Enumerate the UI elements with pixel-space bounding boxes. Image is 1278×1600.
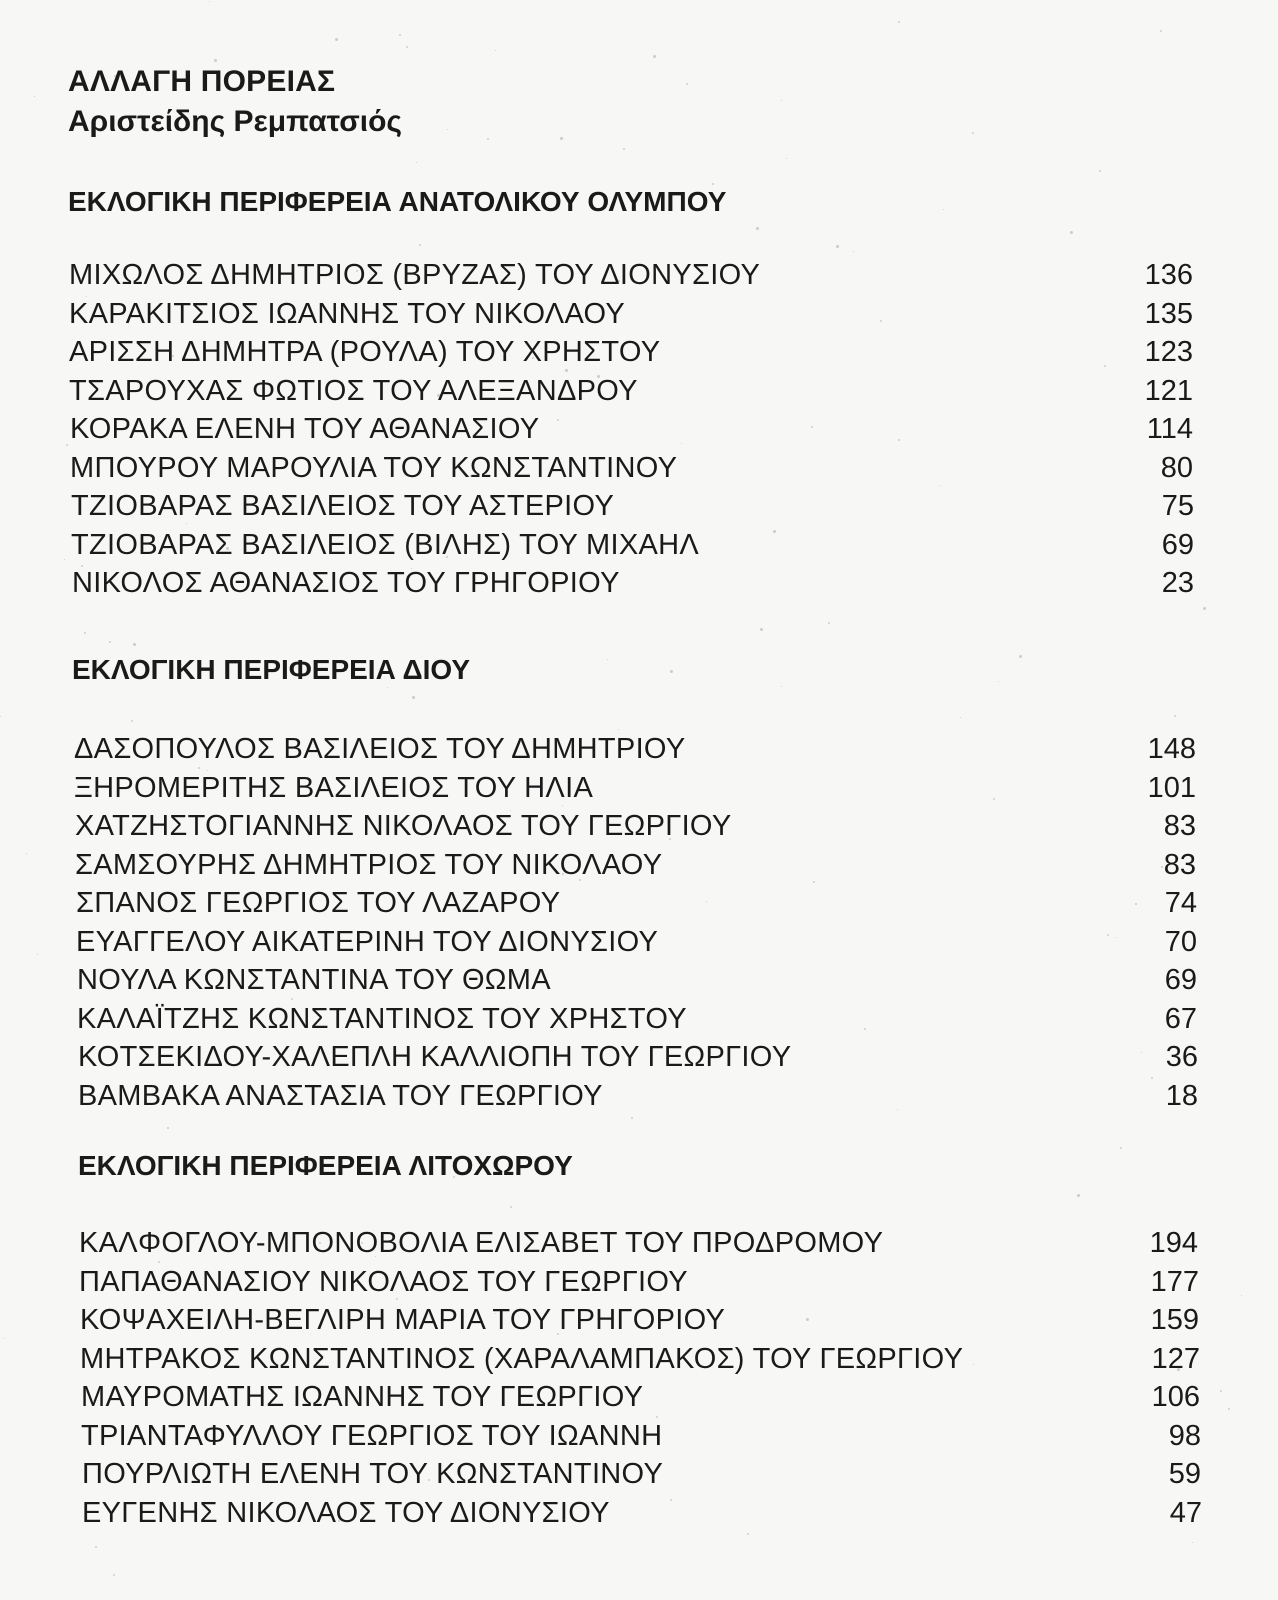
speck	[560, 137, 563, 140]
candidate-votes: 121	[1144, 374, 1193, 407]
candidate-votes: 177	[1150, 1265, 1199, 1298]
speck	[411, 568, 412, 569]
candidate-row	[0, 256, 1278, 295]
speck	[456, 931, 457, 932]
speck	[356, 270, 358, 272]
speck	[1168, 984, 1169, 985]
candidate-name: ΜΙΧΩΛΟΣ ΔΗΜΗΤΡΙΟΣ (ΒΡΥΖΑΣ) ΤΟΥ ΔΙΟΝΥΣΙΟΥ	[69, 259, 761, 291]
candidate-votes: 18	[1165, 1079, 1198, 1112]
speck	[1077, 1194, 1080, 1197]
speck	[864, 1028, 866, 1030]
candidate-name: ΝΟΥΛΑ ΚΩΝΣΤΑΝΤΙΝΑ ΤΟΥ ΘΩΜΑ	[77, 964, 551, 996]
candidate-name: ΒΑΜΒΑΚΑ ΑΝΑΣΤΑΣΙΑ ΤΟΥ ΓΕΩΡΓΙΟΥ	[78, 1079, 603, 1112]
speck	[447, 129, 448, 130]
candidate-row	[0, 1224, 1278, 1263]
candidate-votes: 101	[1147, 771, 1196, 804]
speck	[154, 517, 155, 518]
speck	[308, 829, 309, 830]
speck	[618, 729, 619, 730]
candidate-votes: 114	[1146, 413, 1193, 445]
speck	[631, 1117, 633, 1119]
speck	[97, 792, 99, 794]
candidate-row	[0, 961, 1278, 1000]
section-title: ΕΚΛΟΓΙΚΗ ΠΕΡΙΦΕΡΕΙΑ ΑΝΑΤΟΛΙΚΟΥ ΟΛΥΜΠΟΥ	[68, 186, 727, 217]
speck	[1220, 1390, 1222, 1392]
speck	[34, 96, 35, 97]
candidate-row	[0, 769, 1278, 808]
candidate-votes: 23	[1161, 567, 1194, 599]
speck	[133, 643, 136, 646]
speck	[1099, 170, 1101, 172]
speck	[37, 954, 38, 955]
candidate-name: ΣΑΜΣΟΥΡΗΣ ΔΗΜΗΤΡΙΟΣ ΤΟΥ ΝΙΚΟΛΑΟΥ	[75, 848, 663, 881]
speck	[597, 375, 600, 378]
speck	[1228, 1408, 1230, 1410]
candidate-name: ΚΑΡΑΚΙΤΣΙΟΣ ΙΩΑΝΝΗΣ ΤΟΥ ΝΙΚΟΛΑΟΥ	[69, 297, 626, 330]
candidate-row	[0, 1494, 1278, 1533]
speck	[853, 251, 854, 252]
speck	[198, 767, 200, 769]
speck	[781, 686, 782, 687]
speck	[706, 901, 707, 902]
candidate-name: ΚΟΨΑΧΕΙΛΗ-ΒΕΓΛΙΡΗ ΜΑΡΙΑ ΤΟΥ ΓΡΗΓΟΡΙΟΥ	[80, 1304, 726, 1336]
speck	[880, 320, 882, 322]
candidate-row	[0, 1301, 1278, 1340]
speck	[1116, 937, 1117, 938]
speck	[670, 1499, 672, 1501]
speck	[828, 622, 830, 624]
candidate-row	[0, 730, 1278, 769]
speck	[943, 209, 944, 210]
speck	[479, 858, 481, 860]
speck	[681, 443, 682, 444]
speck	[214, 318, 216, 320]
candidate-votes: 75	[1161, 490, 1194, 522]
speck	[97, 1400, 98, 1401]
candidate-row	[0, 923, 1278, 962]
speck	[64, 559, 65, 560]
candidate-votes: 69	[1161, 528, 1194, 561]
candidate-votes: 194	[1149, 1227, 1198, 1259]
speck	[562, 805, 563, 806]
speck	[291, 998, 293, 1000]
candidate-row	[0, 1455, 1278, 1494]
speck	[499, 1090, 500, 1091]
speck	[510, 810, 511, 811]
speck	[335, 38, 338, 41]
speck	[412, 696, 415, 699]
speck	[579, 879, 581, 881]
speck	[416, 162, 417, 163]
candidate-name: ΜΑΥΡΟΜΑΤΗΣ ΙΩΑΝΝΗΣ ΤΟΥ ΓΕΩΡΓΙΟΥ	[81, 1381, 644, 1413]
candidate-row	[0, 1378, 1278, 1417]
speck	[233, 1045, 234, 1046]
speck	[656, 1416, 658, 1418]
candidate-name: ΚΟΤΣΕΚΙΔΟΥ-ΧΑΛΕΠΛΗ ΚΑΛΛΙΟΠΗ ΤΟΥ ΓΕΩΡΓΙΟΥ	[78, 1041, 792, 1073]
candidate-name: ΣΠΑΝΟΣ ΓΕΩΡΓΙΟΣ ΤΟΥ ΛΑΖΑΡΟΥ	[76, 887, 561, 919]
candidate-list	[0, 1224, 1278, 1532]
candidate-name: ΤΖΙΟΒΑΡΑΣ ΒΑΣΙΛΕΙΟΣ (ΒΙΛΗΣ) ΤΟΥ ΜΙΧΑΗΛ	[71, 528, 700, 561]
candidate-votes: 148	[1147, 733, 1196, 765]
candidate-row	[0, 1417, 1278, 1456]
speck	[897, 1109, 898, 1110]
candidate-votes: 135	[1144, 297, 1193, 330]
candidate-name: ΠΟΥΡΛΙΩΤΗ ΕΛΕΝΗ ΤΟΥ ΚΩΝΣΤΑΝΤΙΝΟΥ	[82, 1458, 664, 1490]
candidate-row	[0, 1038, 1278, 1077]
speck	[396, 1298, 398, 1300]
candidate-name: ΕΥΓΕΝΗΣ ΝΙΚΟΛΑΟΣ ΤΟΥ ΔΙΟΝΥΣΙΟΥ	[82, 1496, 610, 1529]
speck	[158, 1261, 160, 1263]
speck	[26, 853, 27, 854]
speck	[670, 670, 673, 673]
candidate-name: ΤΡΙΑΝΤΑΦΥΛΛΟΥ ΓΕΩΡΓΙΟΣ ΤΟΥ ΙΩΑΝΝΗ	[81, 1419, 663, 1452]
candidate-name: ΜΠΟΥΡΟΥ ΜΑΡΟΥΛΙΑ ΤΟΥ ΚΩΝΣΤΑΝΤΙΝΟΥ	[70, 451, 678, 484]
candidate-votes: 83	[1163, 848, 1196, 881]
speck	[95, 1546, 97, 1548]
candidate-row	[0, 487, 1278, 526]
candidate-name: ΔΑΣΟΠΟΥΛΟΣ ΒΑΣΙΛΕΙΟΣ ΤΟΥ ΔΗΜΗΤΡΙΟΥ	[74, 733, 686, 765]
speck	[1104, 365, 1106, 367]
speck	[387, 687, 388, 688]
candidate-votes: 83	[1163, 810, 1196, 842]
speck	[406, 46, 408, 48]
speck	[557, 419, 559, 421]
speck	[419, 244, 421, 246]
speck	[618, 280, 620, 282]
speck	[453, 1176, 455, 1178]
candidate-list	[0, 730, 1278, 1115]
speck	[607, 659, 608, 660]
speck	[712, 183, 714, 185]
speck	[113, 1574, 115, 1576]
speck	[294, 1164, 295, 1165]
speck	[1151, 1077, 1153, 1079]
candidate-row	[0, 410, 1278, 449]
speck	[898, 439, 900, 441]
candidate-row	[0, 1263, 1278, 1302]
speck	[786, 158, 787, 159]
speck	[998, 681, 999, 682]
candidate-votes: 70	[1164, 925, 1197, 958]
candidate-name: ΤΖΙΟΒΑΡΑΣ ΒΑΣΙΛΕΙΟΣ ΤΟΥ ΑΣΤΕΡΙΟΥ	[71, 490, 615, 522]
candidate-votes: 74	[1164, 887, 1197, 919]
speck	[562, 873, 564, 875]
speck	[960, 717, 961, 718]
speck	[470, 475, 472, 477]
speck	[186, 523, 187, 524]
section-title: ΕΚΛΟΓΙΚΗ ΠΕΡΙΦΕΡΕΙΑ ΛΙΤΟΧΩΡΟΥ	[78, 1150, 573, 1181]
speck	[172, 355, 174, 357]
speck	[361, 1242, 363, 1244]
speck	[487, 138, 489, 140]
speck	[447, 510, 448, 511]
speck	[273, 932, 275, 934]
candidate-votes: 159	[1150, 1304, 1199, 1336]
candidate-name: ΧΑΤΖΗΣΤΟΓΙΑΝΝΗΣ ΝΙΚΟΛΑΟΣ ΤΟΥ ΓΕΩΡΓΙΟΥ	[75, 810, 732, 842]
speck	[428, 1479, 430, 1481]
candidate-name: ΚΑΛΦΟΓΛΟΥ-ΜΠΟΝΟΒΟΛΙΑ ΕΛΙΣΑΒΕΤ ΤΟΥ ΠΡΟΔΡΟΜΟΥ	[79, 1227, 884, 1259]
candidate-name: ΞΗΡΟΜΕΡΙΤΗΣ ΒΑΣΙΛΕΙΟΣ ΤΟΥ ΗΛΙΑ	[74, 771, 594, 804]
candidate-row	[0, 1340, 1278, 1379]
speck	[81, 565, 83, 567]
candidate-row	[0, 526, 1278, 565]
candidate-votes: 80	[1160, 451, 1193, 484]
speck	[495, 1313, 496, 1314]
speck	[836, 245, 839, 248]
candidate-votes: 47	[1169, 1496, 1202, 1529]
candidate-votes: 59	[1168, 1458, 1201, 1490]
speck	[557, 1333, 559, 1335]
speck	[756, 227, 759, 230]
speck	[1160, 30, 1162, 32]
candidate-votes: 106	[1151, 1381, 1200, 1413]
candidate-name: ΤΣΑΡΟΥΧΑΣ ΦΩΤΙΟΣ ΤΟΥ ΑΛΕΞΑΝΔΡΟΥ	[69, 374, 638, 407]
speck	[109, 641, 111, 643]
speck	[84, 632, 86, 634]
speck	[993, 798, 995, 800]
speck	[564, 1519, 565, 1520]
speck	[226, 547, 229, 550]
speck	[446, 556, 448, 558]
speck	[338, 1520, 340, 1522]
speck	[1177, 1368, 1180, 1371]
speck	[437, 394, 440, 397]
speck	[1176, 379, 1177, 380]
speck	[669, 838, 671, 840]
speck	[1135, 903, 1137, 905]
speck	[1120, 1147, 1122, 1149]
speck	[1174, 715, 1176, 717]
speck	[925, 1353, 926, 1354]
speck	[1161, 866, 1163, 868]
speck	[813, 881, 815, 883]
speck	[114, 75, 116, 77]
speck	[66, 444, 68, 446]
speck	[811, 426, 813, 428]
speck	[781, 100, 782, 101]
speck	[167, 1127, 169, 1129]
candidate-name: ΑΡΙΣΣΗ ΔΗΜΗΤΡΑ (ΡΟΥΛΑ) ΤΟΥ ΧΡΗΣΤΟΥ	[69, 336, 661, 368]
speck	[207, 770, 208, 771]
candidate-votes: 127	[1151, 1342, 1200, 1375]
candidate-name: ΕΥΑΓΓΕΛΟΥ ΑΙΚΑΤΕΡΙΝΗ ΤΟΥ ΔΙΟΝΥΣΙΟΥ	[76, 925, 659, 958]
speck	[495, 50, 496, 51]
candidate-row	[0, 295, 1278, 334]
speck	[326, 789, 327, 790]
speck	[532, 357, 534, 359]
speck	[86, 296, 87, 297]
author-name: Αριστείδης Ρεμπατσιός	[68, 105, 403, 138]
candidate-name: ΝΙΚΟΛΟΣ ΑΘΑΝΑΣΙΟΣ ΤΟΥ ΓΡΗΓΟΡΙΟΥ	[72, 567, 620, 599]
party-name: ΑΛΛΑΓΗ ΠΟΡΕΙΑΣ	[68, 65, 336, 98]
speck	[319, 1242, 321, 1244]
candidate-name: ΚΟΡΑΚΑ ΕΛΕΝΗ ΤΟΥ ΑΘΑΝΑΣΙΟΥ	[70, 413, 540, 445]
speck	[1070, 231, 1073, 234]
speck	[972, 132, 974, 134]
candidate-votes: 69	[1164, 964, 1197, 996]
speck	[510, 1206, 512, 1208]
speck	[760, 628, 763, 631]
speck	[1203, 607, 1206, 610]
speck	[214, 59, 217, 62]
candidate-votes: 123	[1144, 336, 1193, 368]
candidate-row	[0, 807, 1278, 846]
speck	[623, 148, 625, 150]
speck	[532, 874, 533, 875]
speck	[131, 720, 133, 722]
candidate-row	[0, 449, 1278, 488]
speck	[267, 213, 268, 214]
speck	[1192, 1542, 1193, 1543]
candidate-row	[0, 564, 1278, 603]
candidate-votes: 36	[1165, 1041, 1198, 1073]
candidate-name: ΚΑΛΑΪΤΖΗΣ ΚΩΝΣΤΑΝΤΙΝΟΣ ΤΟΥ ΧΡΗΣΤΟΥ	[77, 1002, 687, 1035]
speck	[1019, 655, 1022, 658]
speck	[3, 1338, 4, 1339]
speck	[806, 1318, 809, 1321]
document-header	[68, 62, 402, 142]
speck	[1107, 934, 1109, 936]
speck	[468, 742, 469, 743]
speck	[1241, 1295, 1242, 1296]
candidate-row	[0, 846, 1278, 885]
candidate-row	[0, 884, 1278, 923]
candidate-name: ΠΑΠΑΘΑΝΑΣΙΟΥ ΝΙΚΟΛΑΟΣ ΤΟΥ ΓΕΩΡΓΙΟΥ	[79, 1265, 688, 1298]
speck	[0, 716, 1, 717]
speck	[399, 34, 401, 36]
speck	[209, 1, 210, 2]
candidate-votes: 98	[1168, 1419, 1201, 1452]
candidate-row	[0, 1077, 1278, 1116]
candidate-row	[0, 372, 1278, 411]
speck	[686, 83, 688, 85]
candidate-name: ΜΗΤΡΑΚΟΣ ΚΩΝΣΤΑΝΤΙΝΟΣ (ΧΑΡΑΛΑΜΠΑΚΟΣ) ΤΟΥ ΓΕΩΡΓΙΟΥ	[80, 1342, 964, 1375]
section-title: ΕΚΛΟΓΙΚΗ ΠΕΡΙΦΕΡΕΙΑ ΔΙΟΥ	[72, 654, 471, 685]
candidate-row	[0, 1000, 1278, 1039]
speck	[1141, 1052, 1142, 1053]
speck	[653, 55, 656, 58]
speck	[479, 1466, 480, 1467]
candidate-list	[0, 256, 1278, 603]
speck	[973, 1364, 974, 1365]
speck	[898, 21, 900, 23]
speck	[939, 485, 940, 486]
candidate-votes: 67	[1164, 1002, 1197, 1035]
candidate-row	[0, 333, 1278, 372]
candidate-votes: 136	[1144, 259, 1193, 291]
speck	[747, 1533, 749, 1535]
speck	[375, 1256, 376, 1257]
speck	[565, 369, 568, 372]
speck	[773, 530, 776, 533]
